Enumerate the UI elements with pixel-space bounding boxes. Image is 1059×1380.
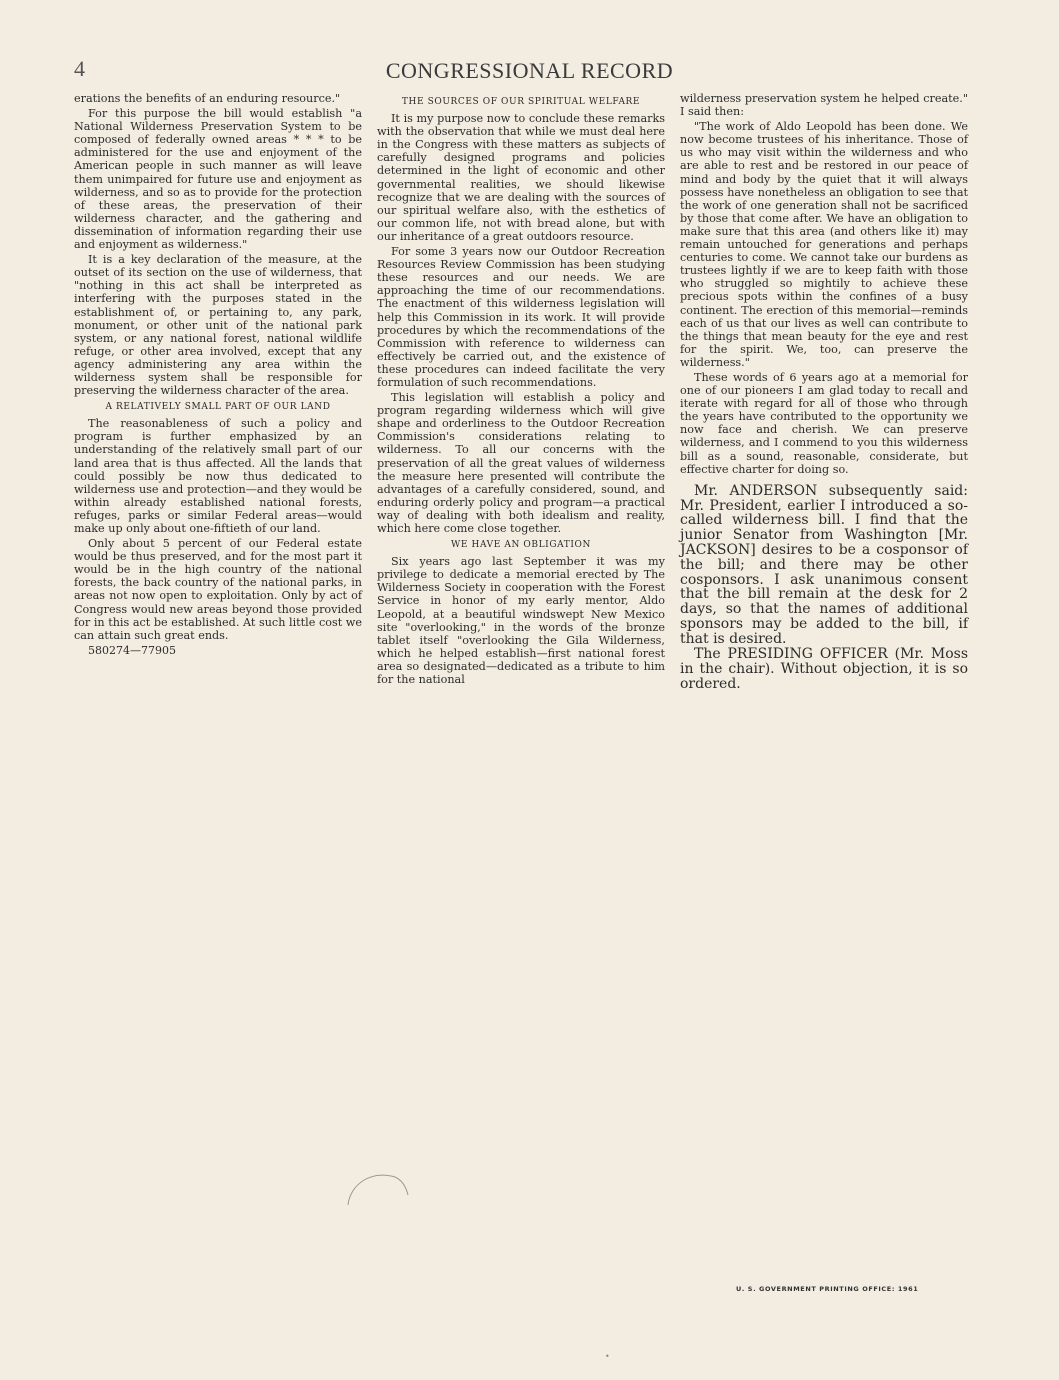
paragraph: It is a key declaration of the measure, at the outset of its section on the use of wilderness, that "nothing in this act shall be interpreted as interfering with the purposes stated in the establishment of, or pertaining to, any park, monument, or other unit of the national park system, or any national forest, national wildlife refuge, or other area involved, except that any agency administering any area within the wilderness system shall be responsible for preserving the wilderness character of the area. xyxy=(74,253,362,398)
section-heading: WE HAVE AN OBLIGATION xyxy=(451,540,591,551)
paragraph: This legislation will establish a policy and program regarding wilderness which will give shape and orderliness to the Outdoor Recreation Commission's considerations relating to wilderness. To all our concerns with the preservation of all the great values of wilderness the measure here presented will contribute the advantages of a carefully considered, sound, and enduring orderly policy and program—a practical way of dealing with both idealism and reality, which here come close together. xyxy=(377,391,665,535)
column-1 xyxy=(74,92,362,657)
paragraph: erations the benefits of an enduring resource." xyxy=(74,92,341,105)
paragraph: These words of 6 years ago at a memorial for one of our pioneers I am glad today to recall and iterate with regard for all of those who through the years have contributed to the opportunity we now face and cherish. We can preserve wilderness, and I commend to you this wilderness bill as a sound, reasonable, considerate, but effective charter for doing so. xyxy=(680,370,968,476)
printer-imprint: U. S. GOVERNMENT PRINTING OFFICE: 1961 xyxy=(736,1285,919,1293)
paragraph: For this purpose the bill would establish "a National Wilderness Preservation System to be composed of federally owned areas * * * to be administered for the use and enjoyment of the American people in such manner as will leave them unimpaired for future use and enjoyment as wilderness, and so as to provide for the protection of these areas, the preservation of their wilderness character, and the gathering and dissemination of information regarding their use and enjoyment as wilderness." xyxy=(74,107,362,252)
specks: • xyxy=(605,1352,610,1361)
plate-number: 580274—77905 xyxy=(88,643,176,657)
column-3 xyxy=(680,92,968,692)
pencil-mark xyxy=(340,1165,420,1215)
paragraph: It is my purpose now to conclude these remarks with the observation that while we must deal here in the Congress with these matters as subjects of carefully designed programs and policies determined in the light of economic and other governmental realities, we should likewise recognize that we are dealing with the sources of our spiritual welfare also, with the esthetics of our common life, not with bread alone, but with our inheritance of a great outdoors resource. xyxy=(377,112,665,243)
paragraph-large: Mr. ANDERSON subsequently said: Mr. President, earlier I introduced a so-called wilderness bill. I find that the junior Senator from Washington [Mr. JACKSON] desires to be a cosponsor of the bill; and there may be other cosponsors. I ask unanimous consent that the bill remain at the desk for 2 days, so that the names of additional sponsors may be added to the bill, if that is desired. xyxy=(680,482,968,647)
column-2 xyxy=(377,92,665,686)
paragraph: wilderness preservation system he helped create." I said then: xyxy=(680,92,968,119)
paragraph: Only about 5 percent of our Federal estate would be thus preserved, and for the most part it would be in the high country of the national forests, the back country of the national parks, in areas not now open to exploitation. Only by act of Congress would new areas beyond those provided for in this act be established. At such little cost we can attain such great ends. xyxy=(74,537,362,642)
paragraph-large: The PRESIDING OFFICER (Mr. Moss in the chair). Without objection, it is so ordered. xyxy=(680,646,968,693)
paragraph: Six years ago last September it was my privilege to dedicate a memorial erected by The Wilderness Society in cooperation with the Forest Service in honor of my early mentor, Aldo Leopold, at a beautiful windswept New Mexico site "overlooking," in the words of the bronze tablet itself "overlooking the Gila Wilderness, which he helped establish—first national forest area so designated—dedicated as a tribute to him for the national xyxy=(377,555,665,687)
page-number: 4 xyxy=(74,56,85,81)
paragraph: The reasonableness of such a policy and program is further emphasized by an understanding of the relatively small part of our land area that is thus affected. All the lands that could possibly be now thus dedicated to wilderness use and protection—and they would be within already established national forests, refuges, parks or similar Federal areas—would make up only about one-fiftieth of our land. xyxy=(74,417,362,535)
section-heading: THE SOURCES OF OUR SPIRITUAL WELFARE xyxy=(401,97,641,107)
paragraph: "The work of Aldo Leopold has been done. We now become trustees of his inheritance. Those of us who may visit within the wilderness and who are able to rest and be restored in our peace of mind and body by the quiet that it will always possess have nonetheless an obligation to see that the work of one generation shall not be sacrificed by those that come after. We have an obligation to make sure that this area (and others like it) may remain untouched for generations and perhaps centuries to come. We cannot take our burdens as trustees lightly if we are to keep faith with those who struggled so mightily to achieve these precious spots within the confines of a busy continent. The erection of this memorial—reminds each of us that our lives as well can contribute to the things that mean beauty for the eye and rest for the spirit. We, too, can preserve the wilderness." xyxy=(680,120,968,369)
section-heading: A RELATIVELY SMALL PART OF OUR LAND xyxy=(105,402,331,413)
masthead-title: CONGRESSIONAL RECORD xyxy=(385,58,674,83)
paragraph: For some 3 years now our Outdoor Recreation Resources Review Commission has been studying these resources and our needs. We are approaching the time of our recommendations. The enactment of this wilderness legislation will help this Commission in its work. It will provide procedures by which the recommendations of the Commission with reference to wilderness can effectively be carried out, and the existence of these procedures can indeed facilitate the very formulation of such recommendations. xyxy=(377,245,665,389)
